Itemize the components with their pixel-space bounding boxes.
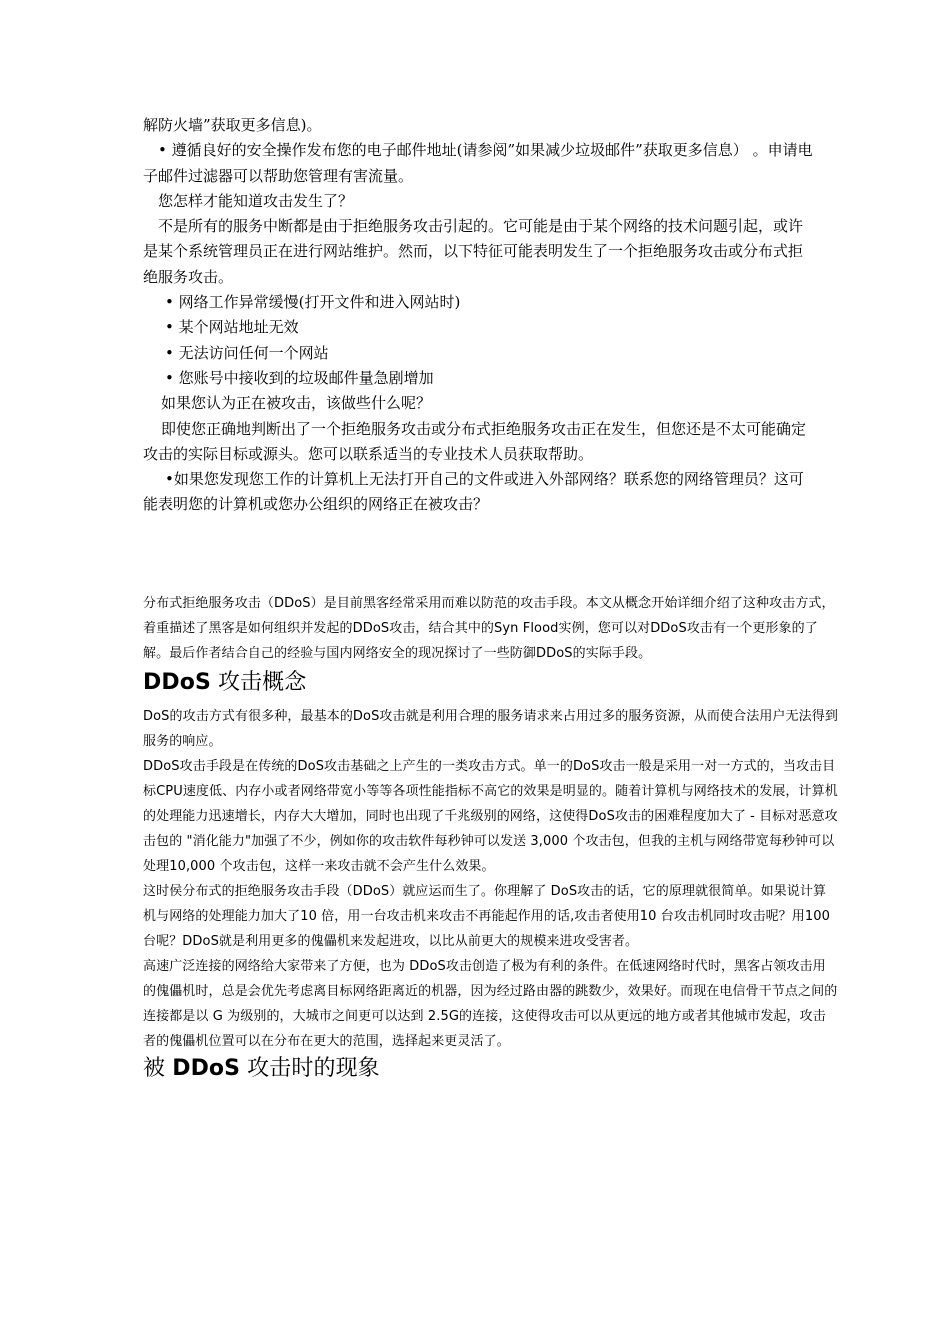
bullet-invalid-site: • 某个网站地址无效: [165, 318, 299, 337]
bullet-spam-increase: • 您账号中接收到的垃圾邮件量急剧增加: [165, 368, 434, 387]
heading-ddos-symptoms-pre: 被: [143, 1056, 173, 1081]
heading-ddos-concept: [143, 668, 838, 698]
section-safety-tips: [143, 113, 815, 518]
bullet-no-access: • 无法访问任何一个网站: [165, 343, 329, 362]
heading-ddos-concept-rest: 攻击概念: [210, 670, 307, 695]
bullet-slow-network: • 网络工作异常缓慢(打开文件和进入网站时): [165, 293, 461, 312]
paragraph-contact-expert: 即使您正确地判断出了一个拒绝服务攻击或分布式拒绝服务攻击正在发生，但您还是不太可能确定攻击的实际目标或源头。您可以联系适当的专业技术人员获取帮助。: [143, 419, 807, 463]
heading-ddos-symptoms-bold: DDoS: [172, 1056, 241, 1081]
paragraph-ddos-origin: DDoS攻击手段是在传统的DoS攻击基础之上产生的一类攻击方式。单一的DoS攻击一般是采用一对一方式的，当攻击目标CPU速度低、内存小或者网络带宽小等等各项性能指标不高它的效果是明显的。随着计算机与网络技术的发展，计算机的处理能力迅速增长，内存大大增加，同时也出现了千兆级别的网络，这使得DoS攻击的困难程度加大了 - 目标对恶意攻击包的 "消化能力"加强了不少，例如你的攻击软件每秒钟可以发送 3,000 个攻击包，但我的主机与网络带宽每秒钟可以处理10,000 个攻击包，这样一来攻击就不会产生什么效果。: [143, 759, 838, 874]
bullet-email-safety: • 遵循良好的安全操作发布您的电子邮件地址(请参阅”如果减少垃圾邮件”获取更多信息） 。申请电子邮件过滤器可以帮助您管理有害流量。: [143, 141, 813, 185]
paragraph-distributed-attack: 这时侯分布式的拒绝服务攻击手段（DDoS）就应运而生了。你理解了 DoS攻击的话，它的原理就很简单。如果说计算机与网络的处理能力加大了10 倍，用一台攻击机来攻击不再能起作用的话,攻击者使用10 台攻击机同时攻击呢？用100 台呢？DDoS就是利用更多的傀儡机来发起进攻，以比从前更大的规模来进攻受害者。: [143, 884, 830, 949]
heading-ddos-symptoms-rest: 攻击时的现象: [240, 1056, 380, 1081]
article-intro: 分布式拒绝服务攻击（DDoS）是目前黑客经常采用而难以防范的攻击手段。本文从概念开始详细介绍了这种攻击方式，着重描述了黑客是如何组织并发起的DDoS攻击，结合其中的Syn Flood实例，您可以对DDoS攻击有一个更形象的了解。最后作者结合自己的经验与国内网络安全的现况探讨了一些防御DDoS的实际手段。: [143, 596, 835, 661]
bullet-contact-admin: •如果您发现您工作的计算机上无法打开自己的文件或进入外部网络？联系您的网络管理员？这可能表明您的计算机或您办公组织的网络正在被攻击？: [143, 470, 804, 514]
paragraph-high-speed-network: 高速广泛连接的网络给大家带来了方便，也为 DDoS攻击创造了极为有利的条件。在低速网络时代时，黑客占领攻击用的傀儡机时，总是会优先考虑离目标网络距离近的机器，因为经过路由器的跳数少，效果好。而现在电信骨干节点之间的连接都是以 G 为级别的，大城市之间更可以达到 2.5G的连接，这使得攻击可以从更远的地方或者其他城市发起，攻击者的傀儡机位置可以在分布在更大的范围，选择起来更灵活了。: [143, 959, 838, 1049]
paragraph-dos-basics: DoS的攻击方式有很多种，最基本的DoS攻击就是利用合理的服务请求来占用过多的服务资源，从而使合法用户无法得到服务的响应。: [143, 709, 838, 749]
question-how-know: 您怎样才能知道攻击发生了？: [158, 191, 354, 210]
section-ddos-article: [143, 591, 838, 1084]
heading-ddos-concept-bold: DDoS: [143, 670, 211, 695]
heading-ddos-symptoms: [143, 1054, 838, 1084]
text-line-firewall: 解防火墙”获取更多信息)。: [143, 116, 322, 134]
question-what-to-do: 如果您认为正在被攻击，该做些什么呢？: [161, 394, 432, 413]
paragraph-service-interruption: 不是所有的服务中断都是由于拒绝服务攻击引起的。它可能是由于某个网络的技术问题引起，或许是某个系统管理员正在进行网站维护。然而，以下特征可能表明发生了一个拒绝服务攻击或分布式拒绝服务攻击。: [143, 217, 804, 286]
